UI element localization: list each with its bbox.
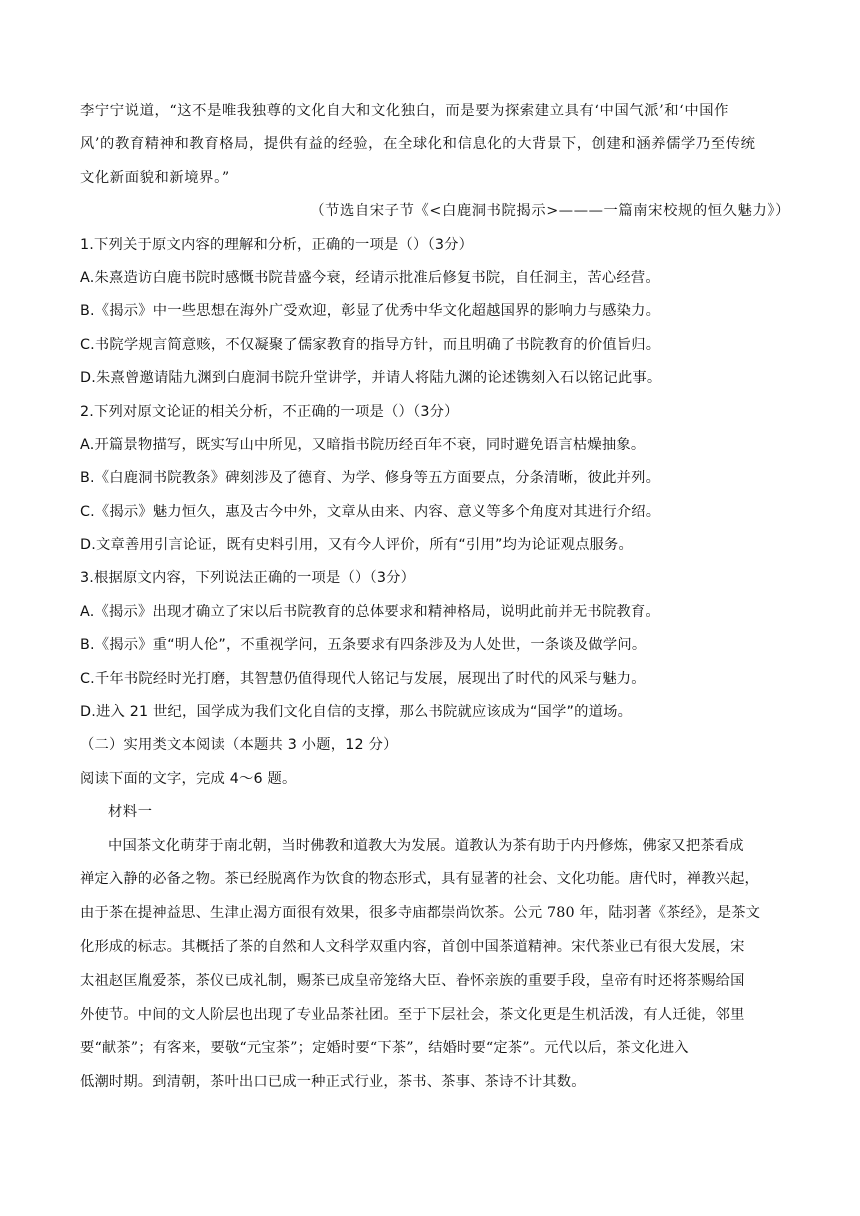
question-2 — [80, 404, 792, 555]
source-citation: （节选自宋子节《<白鹿洞书院揭示>———一篇南宋校规的恒久魅力》） — [310, 203, 790, 220]
material-label: 材料一 — [108, 804, 153, 821]
passage-continuation — [80, 103, 792, 220]
option-c: C.书院学规言简意赅，不仅凝聚了儒家教育的指导方针，而且明确了书院教育的价值旨归。 — [80, 336, 661, 353]
material-paragraph — [80, 838, 792, 1092]
option-a: A.开篇景物描写，既实写山中所见，又暗指书院历经百年不衰，同时避免语言枯燥抽象。 — [80, 436, 646, 453]
option-c: C.千年书院经时光打磨，其智慧仍值得现代人铭记与发展，展现出了时代的风采与魅力。 — [80, 670, 646, 687]
material-line: 化形成的标志。其概括了茶的自然和人文科学双重内容，首创中国茶道精神。宋代茶业已有很大发展，宋 — [80, 938, 745, 955]
material-line: 禅定入静的必备之物。茶已经脱离作为饮食的物态形式，具有显著的社会、文化功能。唐代时，禅教兴起， — [80, 871, 759, 888]
question-stem: 3.根据原文内容，下列说法正确的一项是（）（3分） — [80, 570, 416, 587]
passage-line: 风’的教育精神和教育格局，提供有益的经验，在全球化和信息化的大背景下，创建和涵养儒学乃至传统 — [80, 136, 756, 153]
section-heading: （二）实用类文本阅读（本题共 3 小题，12 分） — [80, 737, 398, 754]
option-b: B.《揭示》重“明人伦”，不重视学问，五条要求有四条涉及为人处世，一条谈及做学问。 — [80, 637, 647, 654]
option-b: B.《白鹿洞书院教条》碑刻涉及了德育、为学、修身等五方面要点，分条清晰，彼此并列。 — [80, 470, 661, 487]
section-instruction: 阅读下面的文字，完成 4～6 题。 — [80, 770, 297, 787]
material-line: 要“献茶”；有客来，要敬“元宝茶”；定婚时要“下茶”，结婚时要“定茶”。元代以后，茶文化进入 — [80, 1040, 689, 1057]
option-a: A.《揭示》出现才确立了宋以后书院教育的总体要求和精神格局，说明此前并无书院教育。 — [80, 603, 660, 620]
question-1 — [80, 237, 792, 388]
option-d: D.朱熹曾邀请陆九渊到白鹿洞书院升堂讲学，并请人将陆九渊的论述镌刻入石以铭记此事。 — [80, 370, 662, 387]
material-line: 低潮时期。到清朝，茶叶出口已成一种正式行业，茶书、茶事、茶诗不计其数。 — [80, 1074, 586, 1091]
option-c: C.《揭示》魅力恒久，惠及古今中外，文章从由来、内容、意义等多个角度对其进行介绍。 — [80, 503, 661, 520]
document-page — [80, 103, 792, 1108]
material-line: 由于茶在提神益思、生津止渴方面很有效果，很多寺庙都崇尚饮茶。公元 780 年，陆羽著《茶经》，是茶文 — [80, 905, 761, 922]
section-2 — [80, 737, 792, 1091]
option-a: A.朱熹造访白鹿书院时感慨书院昔盛今衰，经请示批准后修复书院，自任洞主，苦心经营。 — [80, 269, 660, 286]
material-line: 中国茶文化萌芽于南北朝，当时佛教和道教大为发展。道教认为茶有助于内丹修炼，佛家又把茶看成 — [108, 837, 744, 854]
option-d: D.进入 21 世纪，国学成为我们文化自信的支撑，那么书院就应该成为“国学”的道场。 — [80, 704, 633, 721]
question-stem: 1.下列关于原文内容的理解和分析，正确的一项是（）（3分） — [80, 236, 474, 253]
material-line: 外使节。中间的文人阶层也出现了专业品茶社团。至于下层社会，茶文化更是生机活泼，有人迁徙，邻里 — [80, 1006, 745, 1023]
passage-line: 文化新面貌和新境界。” — [80, 169, 230, 186]
question-stem: 2.下列对原文论证的相关分析，不正确的一项是（）（3分） — [80, 403, 459, 420]
material-line: 太祖赵匡胤爱茶，茶仪已成礼制，赐茶已成皇帝笼络大臣、眷怀亲族的重要手段，皇帝有时还将茶赐给国 — [80, 972, 745, 989]
question-3 — [80, 570, 792, 721]
option-d: D.文章善用引言论证，既有史料引用，又有今人评价，所有“引用”均为论证观点服务。 — [80, 537, 634, 554]
passage-line: 李宁宁说道，“这不是唯我独尊的文化自大和文化独白，而是要为探索建立具有‘中国气派’和‘中国作 — [80, 103, 730, 119]
option-b: B.《揭示》中一些思想在海外广受欢迎，彰显了优秀中华文化超越国界的影响力与感染力。 — [80, 303, 661, 320]
